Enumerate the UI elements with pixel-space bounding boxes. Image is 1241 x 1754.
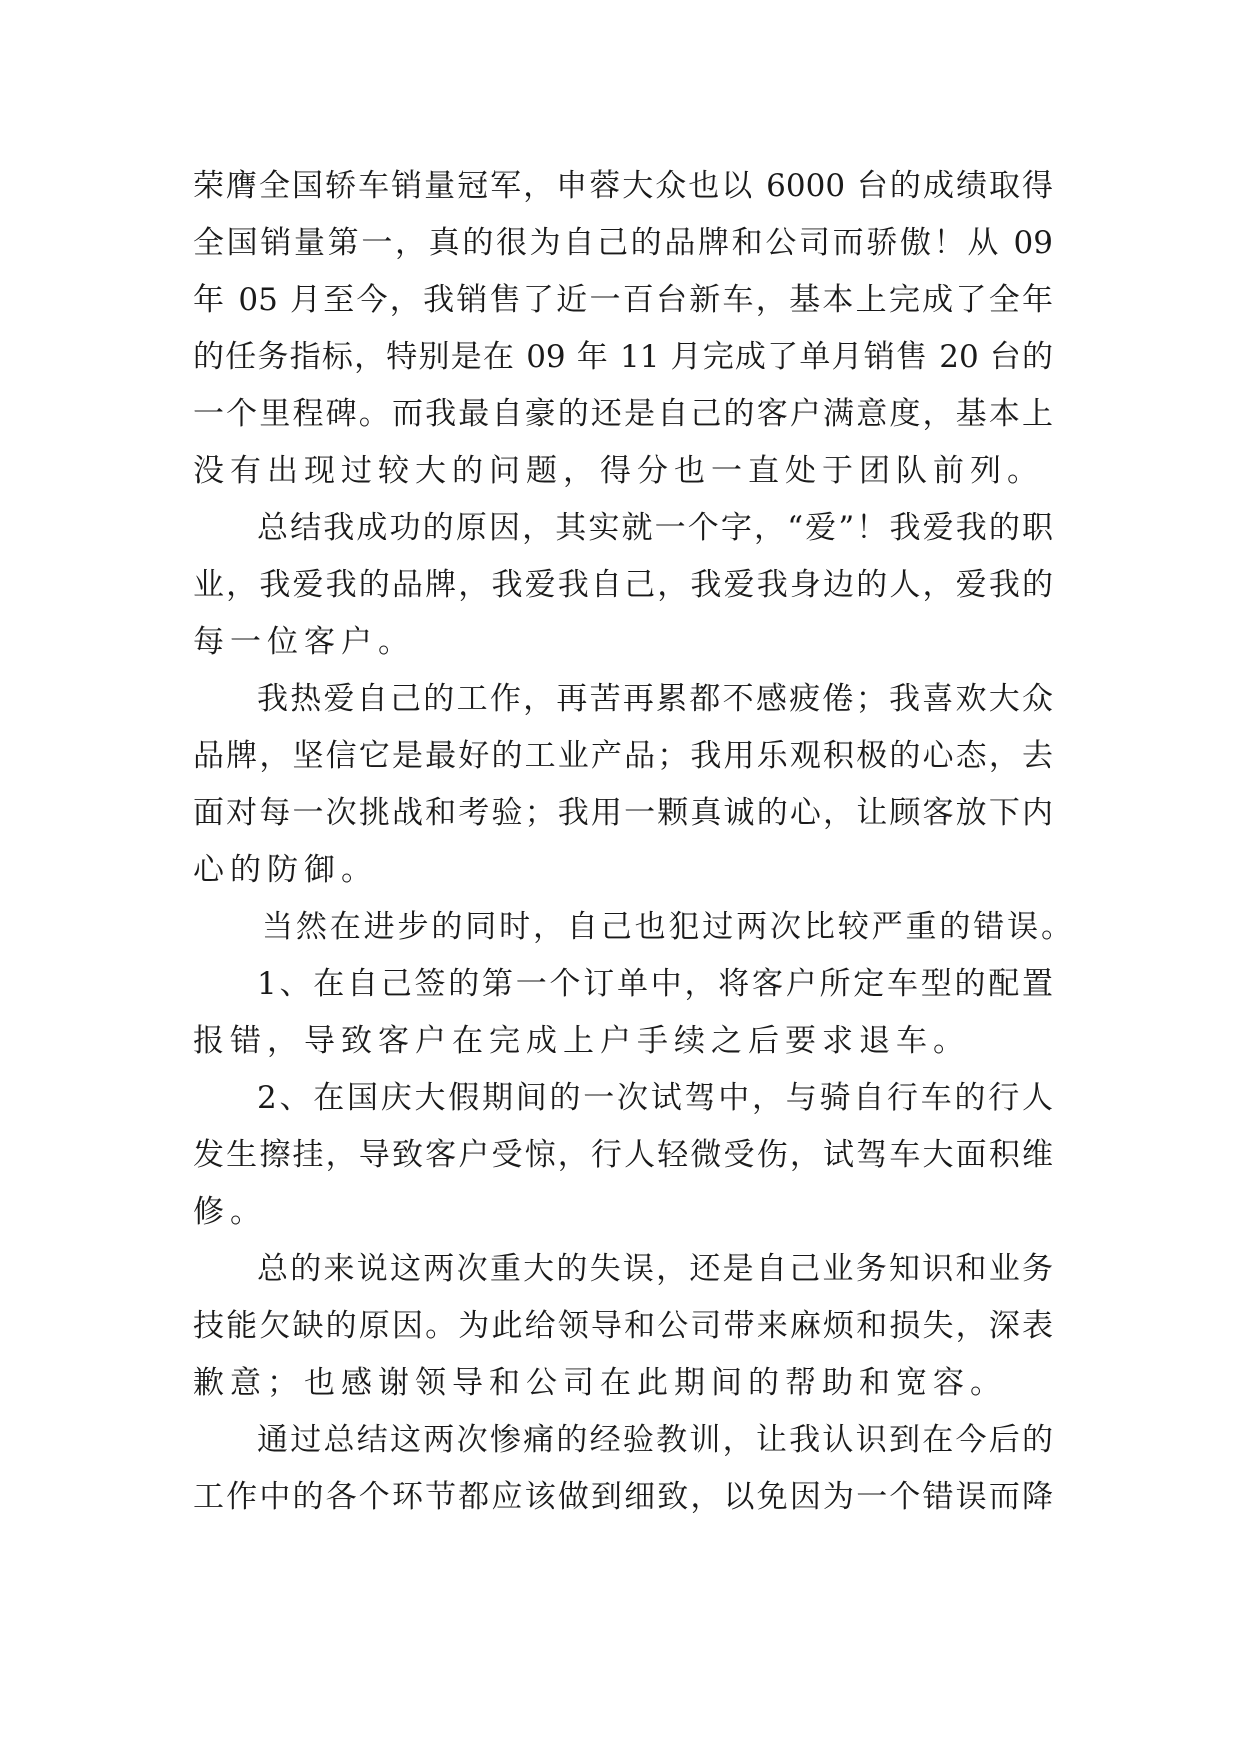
text-line: 我热爱自己的工作，再苦再累都不感疲倦；我喜欢大众 [257, 681, 1053, 717]
text-line: 面对每一次挑战和考验；我用一颗真诚的心，让顾客放下内 [193, 795, 1053, 831]
text-line: 2、在国庆大假期间的一次试驾中，与骑自行车的行人 [257, 1080, 1053, 1116]
text-line: 的任务指标，特别是在 09 年 11 月完成了单月销售 20 台的 [193, 339, 1053, 375]
text-line: 技能欠缺的原因。为此给领导和公司带来麻烦和损失，深表 [193, 1308, 1053, 1344]
text-line: 报错，导致客户在完成上户手续之后要求退车。 [193, 1023, 970, 1059]
text-line: 发生擦挂，导致客户受惊，行人轻微受伤，试驾车大面积维 [193, 1137, 1053, 1173]
text-line: 年 05 月至今，我销售了近一百台新车，基本上完成了全年 [193, 282, 1053, 318]
text-line: 修。 [193, 1194, 267, 1230]
text-line: 业，我爱我的品牌，我爱我自己，我爱我身边的人，爱我的 [193, 567, 1053, 603]
text-line: 当然在进步的同时，自己也犯过两次比较严重的错误。 [262, 909, 1072, 945]
text-line: 总结我成功的原因，其实就一个字，“爱”！我爱我的职 [257, 510, 1053, 546]
text-line: 歉意；也感谢领导和公司在此期间的帮助和宽容。 [193, 1365, 1007, 1401]
text-line: 全国销量第一，真的很为自己的品牌和公司而骄傲！从 09 [193, 225, 1053, 261]
text-line: 工作中的各个环节都应该做到细致，以免因为一个错误而降 [193, 1479, 1053, 1515]
text-line: 没有出现过较大的问题，得分也一直处于团队前列。 [193, 453, 1044, 489]
text-line: 荣膺全国轿车销量冠军，申蓉大众也以 6000 台的成绩取得 [193, 168, 1053, 204]
text-line: 心的防御。 [193, 852, 378, 888]
text-line: 品牌，坚信它是最好的工业产品；我用乐观积极的心态，去 [193, 738, 1053, 774]
text-line: 通过总结这两次惨痛的经验教训，让我认识到在今后的 [257, 1422, 1053, 1458]
text-line: 一个里程碑。而我最自豪的还是自己的客户满意度，基本上 [193, 396, 1053, 432]
text-line: 每一位客户。 [193, 624, 415, 660]
text-line: 总的来说这两次重大的失误，还是自己业务知识和业务 [257, 1251, 1053, 1287]
text-line: 1、在自己签的第一个订单中，将客户所定车型的配置 [257, 966, 1053, 1002]
